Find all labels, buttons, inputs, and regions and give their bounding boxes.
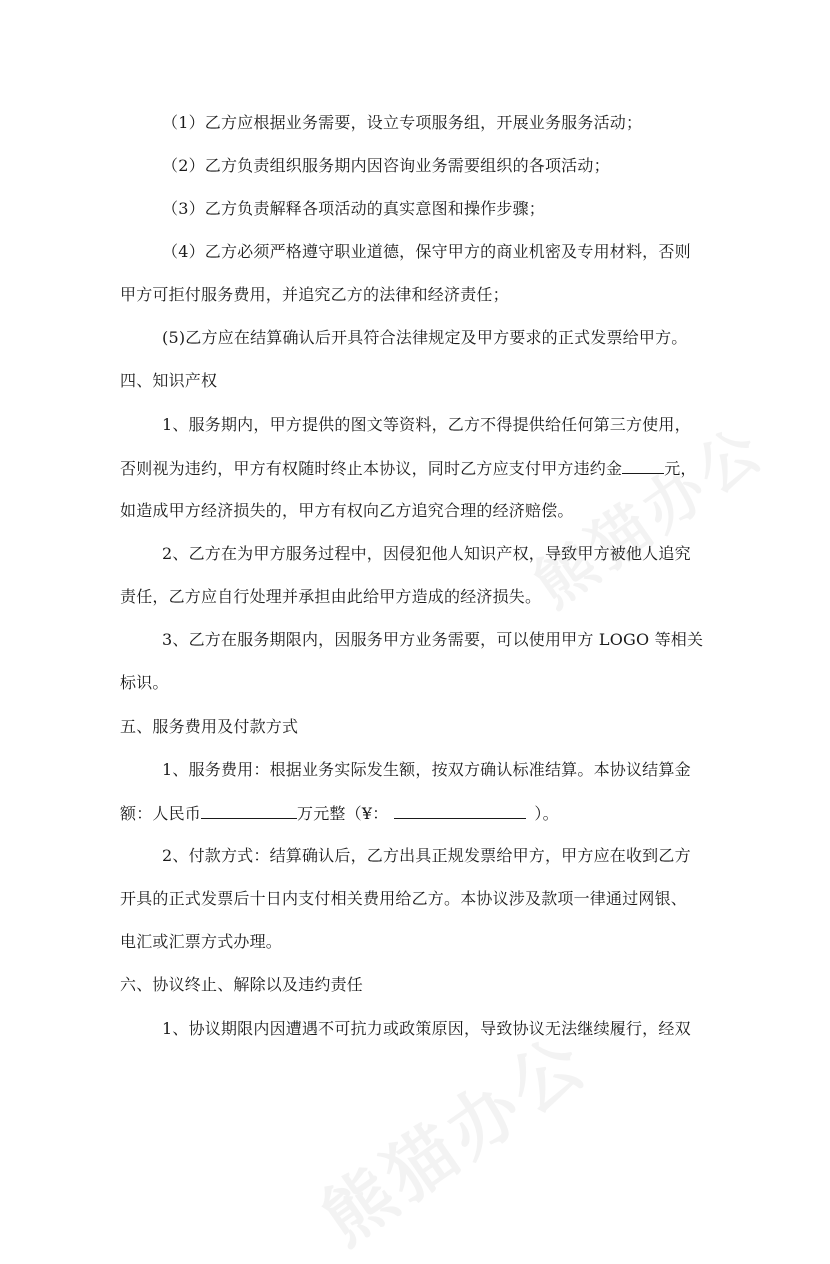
section-heading-ip: 四、知识产权 [120,371,218,390]
clause-3-3: （3）乙方负责解释各项活动的真实意图和操作步骤； [162,199,545,218]
amount-text-after: ）。 [534,804,559,823]
amount-text-middle: 万元整（¥： [297,804,389,823]
clause-4-1-cont: 如造成甲方经济损失的，甲方有权向乙方追究合理的经济赔偿。 [120,501,574,520]
clause-4-1: 1、服务期内，甲方提供的图文等资料，乙方不得提供给任何第三方使用， [162,415,691,434]
clause-5-2: 2、付款方式：结算确认后，乙方出具正规发票给甲方，甲方应在收到乙方 [162,846,691,865]
clause-3-5: (5)乙方应在结算确认后开具符合法律规定及甲方要求的正式发票给甲方。 [162,328,688,347]
penalty-text-after: 元， [664,459,697,478]
clause-4-3-cont: 标识。 [120,673,169,692]
watermark-bottom [299,1007,606,1264]
penalty-text-before: 否则视为违约，甲方有权随时终止本协议，同时乙方应支付甲方违约金 [120,459,623,478]
clause-4-3: 3、乙方在服务期限内，因服务甲方业务需要，可以使用甲方 LOGO 等相关 [162,630,704,649]
clause-5-1-amount-line [120,802,559,825]
clause-6-1: 1、协议期限内因遭遇不可抗力或政策原因，导致协议无法继续履行，经双 [162,1019,691,1038]
clause-4-2: 2、乙方在为甲方服务过程中，因侵犯他人知识产权，导致甲方被他人追究 [162,544,691,563]
clause-4-1-penalty-line [120,457,697,480]
clause-5-2-cont: 开具的正式发票后十日内支付相关费用给乙方。本协议涉及款项一律通过网银、 [120,889,688,908]
clause-3-2: （2）乙方负责组织服务期内因咨询业务需要组织的各项活动； [162,156,610,175]
clause-5-1: 1、服务费用：根据业务实际发生额，按双方确认标准结算。本协议结算金 [162,760,691,779]
clause-5-2-cont-2: 电汇或汇票方式办理。 [120,932,283,951]
section-heading-termination: 六、协议终止、解除以及违约责任 [120,975,364,994]
section-heading-fees: 五、服务费用及付款方式 [120,717,299,736]
amount-rmb-blank [201,802,297,819]
amount-yuan-blank [394,802,526,819]
clause-4-2-cont: 责任，乙方应自行处理并承担由此给甲方造成的经济损失。 [120,587,542,606]
clause-3-4: （4）乙方必须严格遵守职业道德，保守甲方的商业机密及专用材料，否则 [162,242,691,261]
amount-text-before: 额：人民币 [120,804,202,823]
penalty-amount-blank [622,457,664,474]
clause-3-4-cont: 甲方可拒付服务费用，并追究乙方的法律和经济责任； [120,285,509,304]
clause-3-1: （1）乙方应根据业务需要，设立专项服务组，开展业务服务活动； [162,113,643,132]
